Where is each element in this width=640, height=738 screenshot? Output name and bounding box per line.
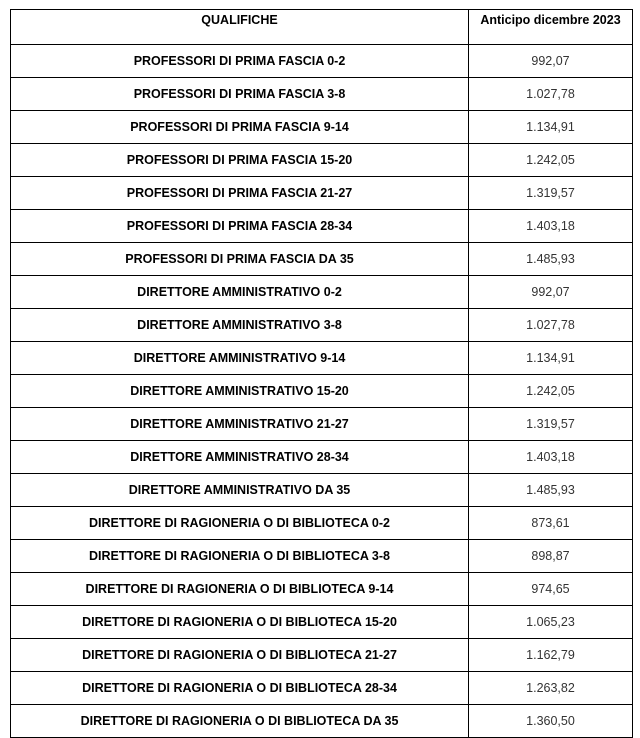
table-body — [11, 45, 633, 738]
qualifica-cell: PROFESSORI DI PRIMA FASCIA 3-8 — [11, 78, 469, 111]
anticipo-cell: 1.360,50 — [469, 705, 633, 738]
header-anticipo: Anticipo dicembre 2023 — [469, 10, 633, 45]
anticipo-cell: 1.485,93 — [469, 243, 633, 276]
anticipo-cell: 1.162,79 — [469, 639, 633, 672]
anticipo-cell: 1.403,18 — [469, 210, 633, 243]
anticipo-cell: 1.319,57 — [469, 177, 633, 210]
qualifica-cell: DIRETTORE DI RAGIONERIA O DI BIBLIOTECA 21-27 — [11, 639, 469, 672]
table-row — [11, 243, 633, 276]
qualifica-cell: PROFESSORI DI PRIMA FASCIA 28-34 — [11, 210, 469, 243]
table-row — [11, 342, 633, 375]
table-row — [11, 573, 633, 606]
qualifica-cell: DIRETTORE AMMINISTRATIVO 15-20 — [11, 375, 469, 408]
table-row — [11, 111, 633, 144]
qualifica-cell: DIRETTORE DI RAGIONERIA O DI BIBLIOTECA 15-20 — [11, 606, 469, 639]
header-qualifiche: QUALIFICHE — [11, 10, 469, 45]
anticipo-cell: 1.027,78 — [469, 309, 633, 342]
qualifica-cell: DIRETTORE AMMINISTRATIVO 28-34 — [11, 441, 469, 474]
table-row — [11, 507, 633, 540]
table-row — [11, 408, 633, 441]
qualifica-cell: PROFESSORI DI PRIMA FASCIA DA 35 — [11, 243, 469, 276]
qualifica-cell: DIRETTORE AMMINISTRATIVO 9-14 — [11, 342, 469, 375]
table-row — [11, 540, 633, 573]
anticipo-cell: 1.065,23 — [469, 606, 633, 639]
anticipo-cell: 1.263,82 — [469, 672, 633, 705]
salary-table — [10, 9, 633, 738]
table-row — [11, 45, 633, 78]
qualifica-cell: DIRETTORE AMMINISTRATIVO 3-8 — [11, 309, 469, 342]
table-row — [11, 210, 633, 243]
qualifica-cell: PROFESSORI DI PRIMA FASCIA 0-2 — [11, 45, 469, 78]
qualifica-cell: DIRETTORE AMMINISTRATIVO DA 35 — [11, 474, 469, 507]
table-row — [11, 672, 633, 705]
table-row — [11, 441, 633, 474]
qualifica-cell: PROFESSORI DI PRIMA FASCIA 9-14 — [11, 111, 469, 144]
anticipo-cell: 992,07 — [469, 276, 633, 309]
table-row — [11, 375, 633, 408]
anticipo-cell: 1.403,18 — [469, 441, 633, 474]
anticipo-cell: 1.134,91 — [469, 342, 633, 375]
table-row — [11, 276, 633, 309]
qualifica-cell: DIRETTORE AMMINISTRATIVO 21-27 — [11, 408, 469, 441]
anticipo-cell: 1.242,05 — [469, 144, 633, 177]
header-row — [11, 10, 633, 45]
anticipo-cell: 873,61 — [469, 507, 633, 540]
table-row — [11, 309, 633, 342]
qualifica-cell: PROFESSORI DI PRIMA FASCIA 15-20 — [11, 144, 469, 177]
qualifica-cell: DIRETTORE AMMINISTRATIVO 0-2 — [11, 276, 469, 309]
table-row — [11, 606, 633, 639]
table-row — [11, 705, 633, 738]
table-header — [11, 10, 633, 45]
qualifica-cell: DIRETTORE DI RAGIONERIA O DI BIBLIOTECA 3-8 — [11, 540, 469, 573]
table-row — [11, 639, 633, 672]
anticipo-cell: 992,07 — [469, 45, 633, 78]
table-row — [11, 177, 633, 210]
anticipo-cell: 1.242,05 — [469, 375, 633, 408]
anticipo-cell: 974,65 — [469, 573, 633, 606]
qualifica-cell: DIRETTORE DI RAGIONERIA O DI BIBLIOTECA 0-2 — [11, 507, 469, 540]
anticipo-cell: 1.319,57 — [469, 408, 633, 441]
anticipo-cell: 1.027,78 — [469, 78, 633, 111]
table-row — [11, 78, 633, 111]
qualifica-cell: DIRETTORE DI RAGIONERIA O DI BIBLIOTECA 9-14 — [11, 573, 469, 606]
anticipo-cell: 898,87 — [469, 540, 633, 573]
qualifica-cell: PROFESSORI DI PRIMA FASCIA 21-27 — [11, 177, 469, 210]
anticipo-cell: 1.485,93 — [469, 474, 633, 507]
table-row — [11, 144, 633, 177]
table-row — [11, 474, 633, 507]
qualifica-cell: DIRETTORE DI RAGIONERIA O DI BIBLIOTECA 28-34 — [11, 672, 469, 705]
anticipo-cell: 1.134,91 — [469, 111, 633, 144]
qualifica-cell: DIRETTORE DI RAGIONERIA O DI BIBLIOTECA DA 35 — [11, 705, 469, 738]
